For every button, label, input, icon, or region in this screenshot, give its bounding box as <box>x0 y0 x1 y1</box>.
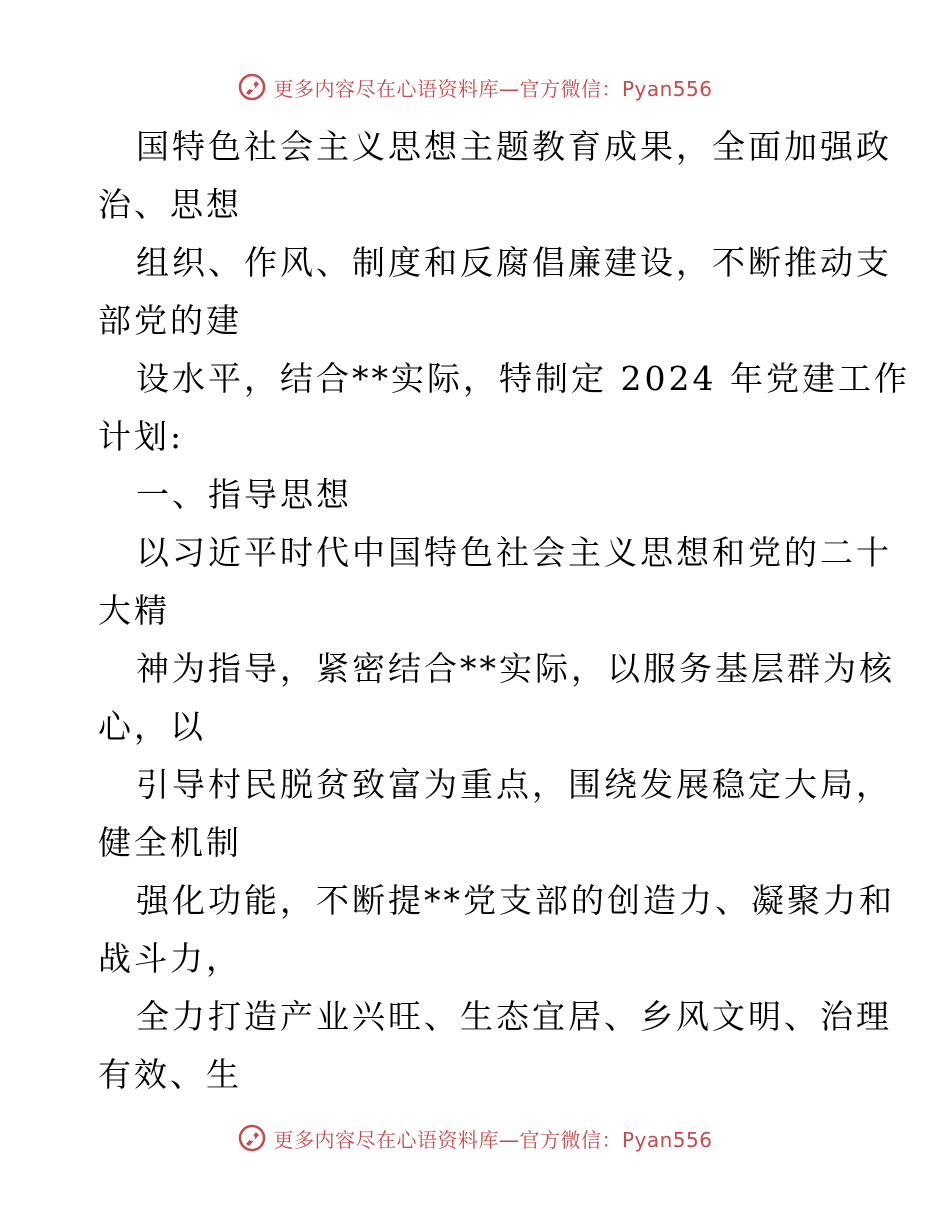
header-watermark-text: 更多内容尽在心语资料库—官方微信：Pyan556 <box>273 76 713 101</box>
section-heading: 一、指导思想 <box>136 475 352 514</box>
header-watermark <box>0 72 950 102</box>
paragraph-line: 设水平，结合**实际，特制定 2024 年党建工作 <box>136 359 910 398</box>
paragraph-line: 国特色社会主义思想主题教育成果，全面加强政 <box>136 127 892 166</box>
paragraph-line: 大精 <box>98 591 170 630</box>
paragraph-line: 心，以 <box>98 707 206 746</box>
paragraph-line: 治、思想 <box>98 185 242 224</box>
paragraph-line: 神为指导，紧密结合**实际，以服务基层群为核 <box>136 649 895 688</box>
paragraph-line: 组织、作风、制度和反腐倡廉建设，不断推动支 <box>136 243 892 282</box>
paragraph-line: 计划: <box>98 417 185 456</box>
document-body <box>98 118 910 1104</box>
paragraph-line: 有效、生 <box>98 1055 242 1094</box>
paragraph-line: 引导村民脱贫致富为重点，围绕发展稳定大局， <box>136 765 892 804</box>
pen-logo-icon <box>237 72 267 102</box>
paragraph-line: 强化功能，不断提**党支部的创造力、凝聚力和 <box>136 881 895 920</box>
paragraph-line: 部党的建 <box>98 301 242 340</box>
pen-logo-icon <box>237 1123 267 1153</box>
paragraph-line: 以习近平时代中国特色社会主义思想和党的二十 <box>136 533 892 572</box>
footer-watermark-text: 更多内容尽在心语资料库—官方微信：Pyan556 <box>273 1127 713 1152</box>
paragraph-line: 战斗力， <box>98 939 242 978</box>
footer-watermark <box>0 1123 950 1153</box>
paragraph-line: 健全机制 <box>98 823 242 862</box>
paragraph-line: 全力打造产业兴旺、生态宜居、乡风文明、治理 <box>136 997 892 1036</box>
